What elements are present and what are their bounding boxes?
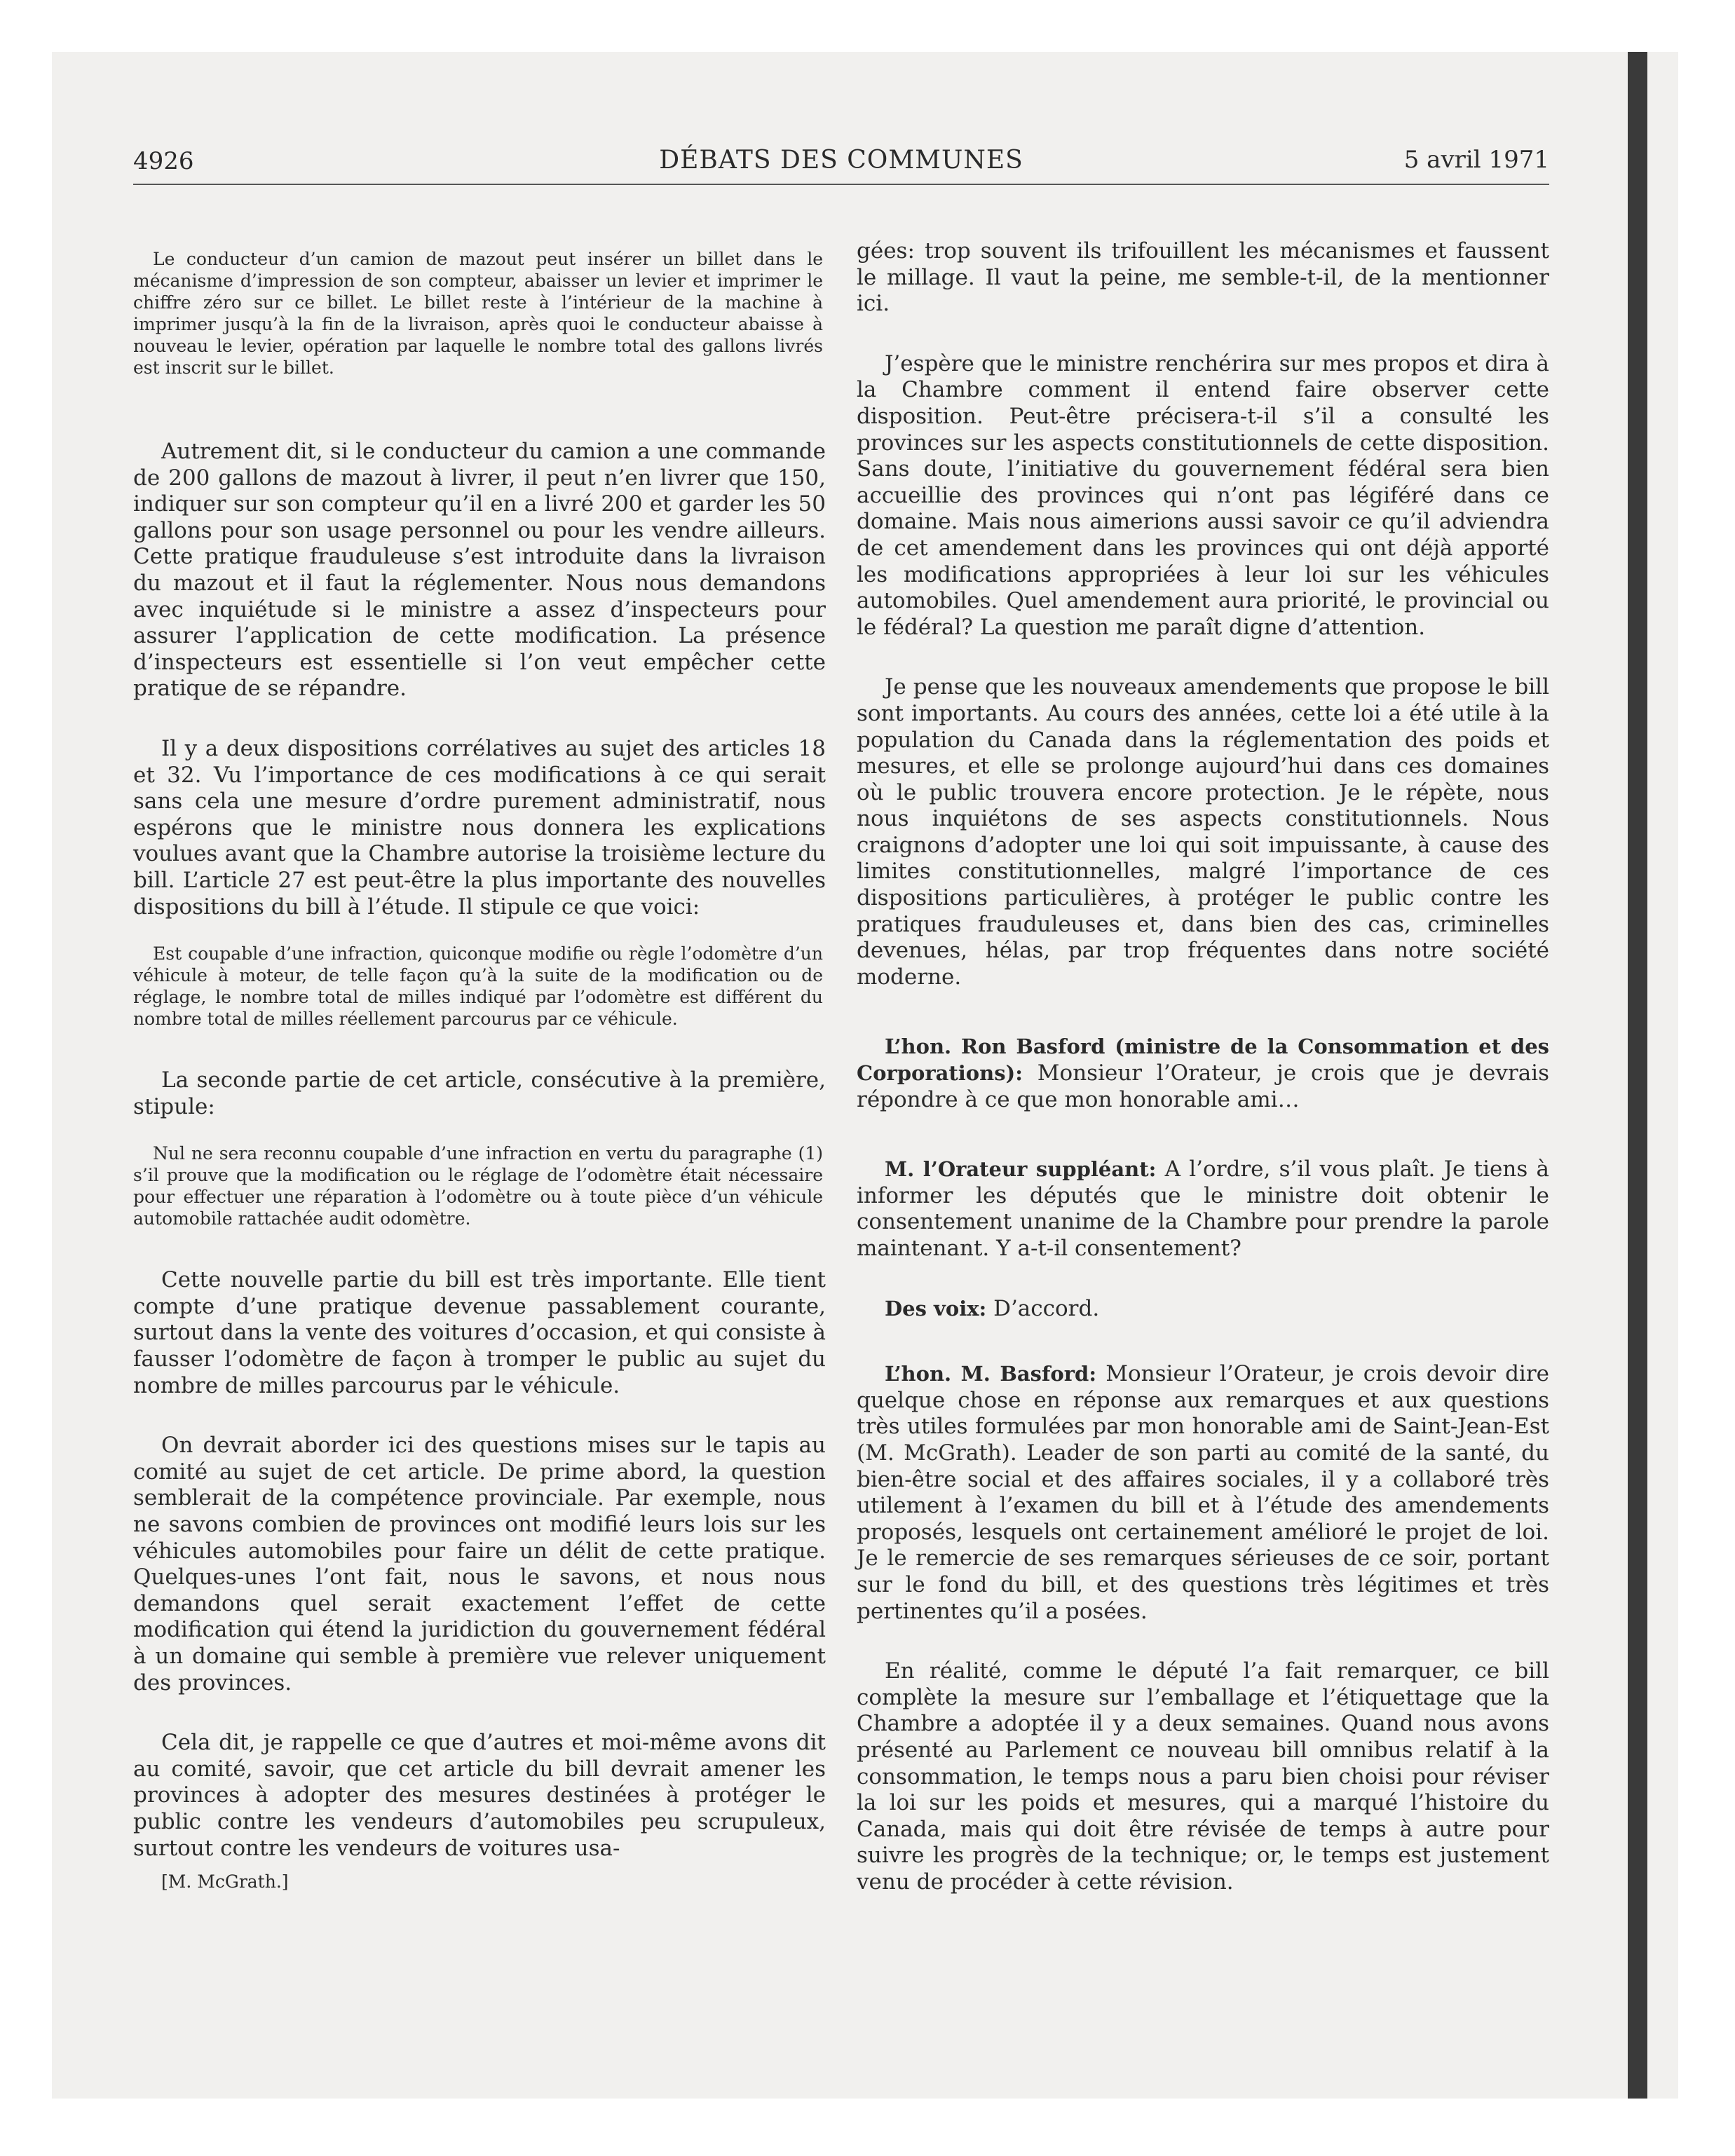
quotation-article-27: Est coupable d’une infraction, quiconque modifie ou règle l’odomètre d’un véhicule à moteur, de telle façon qu’à la suite de la modification ou de réglage, le nombre total de milles indiqué par l’odomètre est différent du nombre total de milles réellement parcourus par ce véhicule. (133, 943, 823, 1030)
speaker-name: L’hon. M. Basford: (885, 1362, 1097, 1386)
page-header (133, 144, 1549, 185)
quotation-second-part: Nul ne sera reconnu coupable d’une infraction en vertu du paragraphe (1) s’il prouve que la modification ou le réglage de l’odomètre était nécessaire pour effectuer une réparation à l’odomètre ou à toute pièce d’un véhicule automobile rattachée audit odomètre. (133, 1143, 823, 1229)
speech-voices (857, 1296, 1549, 1323)
publication-title: DÉBATS DES COMMUNES (659, 146, 1023, 175)
paragraph: Autrement dit, si le conducteur du camion a une commande de 200 gallons de mazout à livrer, il peut n’en livrer que 150, indiquer sur son compteur qu’il en a livré 200 et garder les 50 gallons pour son usage personnel ou pour les vendre ailleurs. Cette pratique frauduleuse s’est introduite dans la livraison du mazout et il faut la réglementer. Nous nous demandons avec inquiétude si le ministre a assez d’inspecteurs pour assurer l’application de cette modification. La présence d’inspecteurs est essentielle si l’on veut empêcher cette pratique de se répandre. (133, 439, 826, 702)
page-number: 4926 (133, 147, 194, 175)
right-column (857, 238, 1549, 1929)
speech-basford-1 (857, 1034, 1549, 1113)
paragraph: Cette nouvelle partie du bill est très importante. Elle tient compte d’une pratique devenue passablement courante, surtout dans la vente des voitures d’occasion, et qui consiste à fausser l’odomètre de façon à tromper le public au sujet du nombre de milles parcourus par le véhicule. (133, 1267, 826, 1398)
scan-edge-bar (1628, 52, 1647, 2099)
speaker-name: M. l’Orateur suppléant: (885, 1157, 1157, 1182)
page-date: 5 avril 1971 (1403, 146, 1549, 174)
speech-text: Monsieur l’Orateur, je crois devoir dire quelque chose en réponse aux remarques et aux questions très utiles formulées par mon honorable ami de Saint-Jean-Est (M. McGrath). Leader de son parti au comité de la santé, du bien-être social et des affaires sociales, il y a collaboré très utilement à l’examen du bill et à l’étude des amendements proposés, lesquels ont certainement amélioré le projet de loi. Je le remercie de ses remarques sérieuses de ce soir, portant sur le fond du bill, et des questions très légitimes et très pertinentes qu’il a posées. (857, 1361, 1549, 1624)
paragraph: gées: trop souvent ils trifouillent les mécanismes et faussent le millage. Il vaut la peine, me semble-t-il, de la mentionner ici. (857, 238, 1549, 317)
paragraph: Je pense que les nouveaux amendements que propose le bill sont importants. Au cours des années, cette loi a été utile à la population du Canada dans la réglementation des poids et mesures, et elle se prolonge aujourd’hui dans ces domaines où le public trouvera encore protection. Je le répète, nous nous inquiétons de ses aspects constitutionnels. Nous craignons d’adopter une loi qui soit impuissante, à cause des limites constitutionnelles, malgré l’importance de ces dispositions particulières, à protéger le public contre les pratiques frauduleuses et, dans bien des cas, criminelles devenues, hélas, par trop fréquentes dans notre société moderne. (857, 674, 1549, 990)
paragraph: En réalité, comme le député l’a fait remarquer, ce bill complète la mesure sur l’emballage et l’étiquettage que la Chambre a adoptée il y a deux semaines. Quand nous avons présenté au Parlement ce nouveau bill omnibus relatif à la consommation, le temps nous a paru bien choisi pour réviser la loi sur les poids et mesures, qui a marqué l’histoire du Canada, mais qui doit être révisée de temps à autre pour suivre les progrès de la technique; or, le temps est justement venu de procéder à cette révision. (857, 1658, 1549, 1895)
quotation-fuel-meter: Le conducteur d’un camion de mazout peut insérer un billet dans le mécanisme d’impression de son compteur, abaisser un levier et imprimer le chiffre zéro sur ce billet. Le billet reste à l’intérieur de la machine à imprimer jusqu’à la fin de la livraison, après quoi le conducteur abaisse à nouveau le levier, opération par laquelle le nombre total des gallons livrés est inscrit sur le billet. (133, 249, 823, 378)
paragraph: Il y a deux dispositions corrélatives au sujet des articles 18 et 32. Vu l’importance de ces modifications à ce qui serait sans cela une mesure d’ordre purement administratif, nous espérons que le ministre nous donnera les explications voulues avant que la Chambre autorise la troisième lecture du bill. L’article 27 est peut-être la plus importante des nouvelles dispositions du bill à l’étude. Il stipule ce que voici: (133, 735, 826, 920)
paragraph: Cela dit, je rappelle ce que d’autres et moi-même avons dit au comité, savoir, que cet article du bill devrait amener les provinces à adopter des mesures destinées à protéger le public contre les vendeurs d’automobiles peu scrupuleux, surtout contre les vendeurs de voitures usa- (133, 1730, 826, 1861)
paragraph: J’espère que le ministre renchérira sur mes propos et dira à la Chambre comment il entend faire observer cette disposition. Peut-être précisera-t-il s’il a consulté les provinces sur les aspects constitutionnels de cette disposition. Sans doute, l’initiative du gouvernement fédéral sera bien accueillie des provinces qui n’ont pas légiféré dans ce domaine. Mais nous aimerions aussi savoir ce qu’il adviendra de cet amendement dans les provinces qui ont déjà apporté les modifications appropriées à leur loi sur les véhicules automobiles. Quel amendement aura priorité, le provincial ou le fédéral? La question me paraît digne d’attention. (857, 350, 1549, 640)
paragraph: On devrait aborder ici des questions mises sur le tapis au comité au sujet de cet article. De prime abord, la question semblerait de la compétence provinciale. Par exemple, nous ne savons combien de provinces ont modifié leurs lois sur les véhicules automobiles pour faire un délit de cette pratique. Quelques-unes l’ont fait, nous le savons, et nous nous demandons quel serait exactement l’effet de cette modification qui étend la juridiction du gouvernement fédéral à un domaine qui semble à première vue relever uniquement des provinces. (133, 1433, 826, 1696)
speech-text: Monsieur l’Orateur, je crois que je devrais répondre à ce que mon honorable ami… (857, 1060, 1549, 1112)
speech-text: A l’ordre, s’il vous plaît. Je tiens à informer les députés que le ministre doit obtenir le consentement unanime de la Chambre pour prendre la parole maintenant. Y a-t-il consentement? (857, 1157, 1550, 1261)
speech-deputy-speaker (857, 1157, 1549, 1262)
speech-basford-2 (857, 1361, 1549, 1625)
left-column (133, 238, 826, 1892)
speech-text: D’accord. (986, 1295, 1100, 1321)
paragraph: La seconde partie de cet article, consécutive à la première, stipule: (133, 1067, 826, 1119)
speaker-attribution: [M. McGrath.] (161, 1871, 289, 1892)
speaker-name: Des voix: (885, 1296, 987, 1321)
speaker-name: L’hon. Ron Basford (ministre de la Consommation et des Corporations): (857, 1035, 1549, 1086)
